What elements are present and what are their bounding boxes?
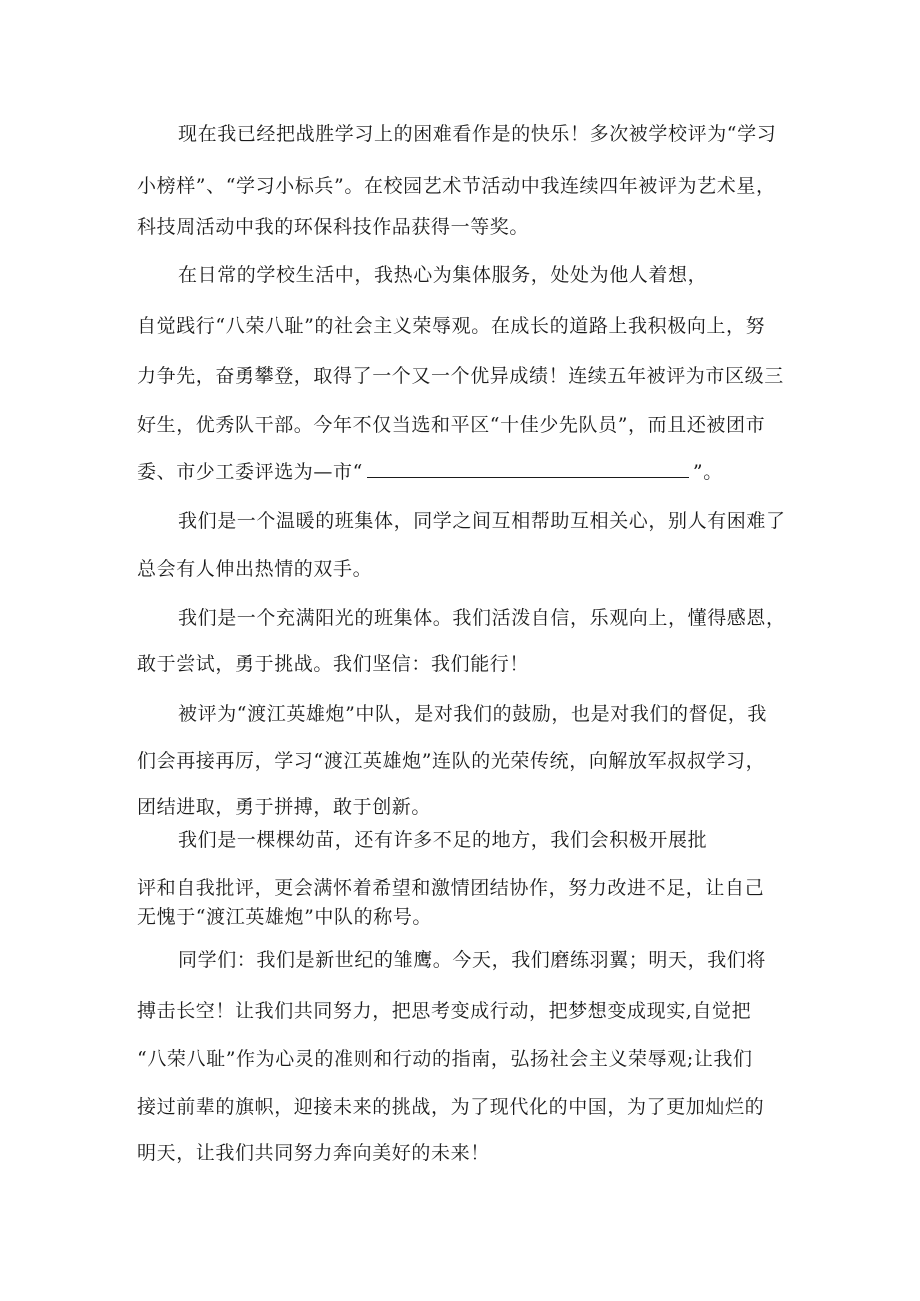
fill-in-blank — [367, 459, 689, 478]
paragraph-line: 我们是一个充满阳光的班集体。我们活泼自信，乐观向上，懂得感恩， — [178, 607, 786, 629]
paragraph-line: 明天，让我们共同努力奔向美好的未来！ — [137, 1142, 490, 1164]
paragraph-line: 小榜样”、“学习小标兵”。在校园艺术节活动中我连续四年被评为艺术星， — [137, 175, 776, 197]
paragraph-line: 无愧于“渡江英雄炮”中队的称号。 — [137, 906, 433, 928]
paragraph-line: 团结进取，勇于拼搏，敢于创新。 — [137, 796, 432, 818]
paragraph-line-fill-in — [137, 459, 723, 484]
paragraph-line: 现在我已经把战胜学习上的困难看作是的快乐！多次被学校评为“学习 — [178, 123, 777, 145]
paragraph-line: 评和自我批评，更会满怀着希望和激情团结协作，努力改进不足，让自己 — [137, 877, 765, 899]
fill-in-suffix: ”。 — [692, 461, 723, 483]
paragraph-line: 敢于尝试，勇于挑战。我们坚信：我们能行！ — [137, 653, 530, 675]
paragraph-line: 科技周活动中我的环保科技作品获得一等奖。 — [137, 216, 530, 238]
paragraph-line: 自觉践行“八荣八耻”的社会主义荣辱观。在成长的道路上我积极向上，努 — [137, 315, 766, 337]
paragraph-line: 好生，优秀队干部。今年不仅当选和平区“十佳少先队员”，而且还被团市 — [137, 414, 766, 436]
paragraph-line: “八荣八耻”作为心灵的准则和行动的指南，弘扬社会主义荣辱观;让我们 — [137, 1048, 753, 1070]
paragraph-line: 总会有人伸出热情的双手。 — [137, 558, 373, 580]
paragraph-line: 力争先，奋勇攀登，取得了一个又一个优异成绩！连续五年被评为市区级三 — [137, 365, 784, 387]
paragraph-line: 接过前辈的旗帜，迎接未来的挑战，为了现代化的中国，为了更加灿烂的 — [137, 1096, 765, 1118]
paragraph-line: 被评为“渡江英雄炮”中队，是对我们的鼓励，也是对我们的督促，我 — [178, 703, 768, 725]
paragraph-line: 搏击长空！让我们共同努力，把思考变成行动，把梦想变成现实,自觉把 — [137, 1000, 752, 1022]
paragraph-line: 在日常的学校生活中，我热心为集体服务，处处为他人着想， — [178, 264, 708, 286]
paragraph-line: 我们是一个温暖的班集体，同学之间互相帮助互相关心，别人有困难了 — [178, 510, 786, 532]
fill-in-prefix: 委、市少工委评选为—市“ — [137, 461, 363, 483]
paragraph-line: 们会再接再厉，学习“渡江英雄炮”连队的光荣传统，向解放军叔叔学习， — [137, 750, 766, 772]
paragraph-line: 同学们：我们是新世纪的雏鹰。今天，我们磨练羽翼；明天，我们将 — [178, 949, 767, 971]
paragraph-line: 我们是一棵棵幼苗，还有许多不足的地方，我们会积极开展批 — [178, 829, 708, 851]
